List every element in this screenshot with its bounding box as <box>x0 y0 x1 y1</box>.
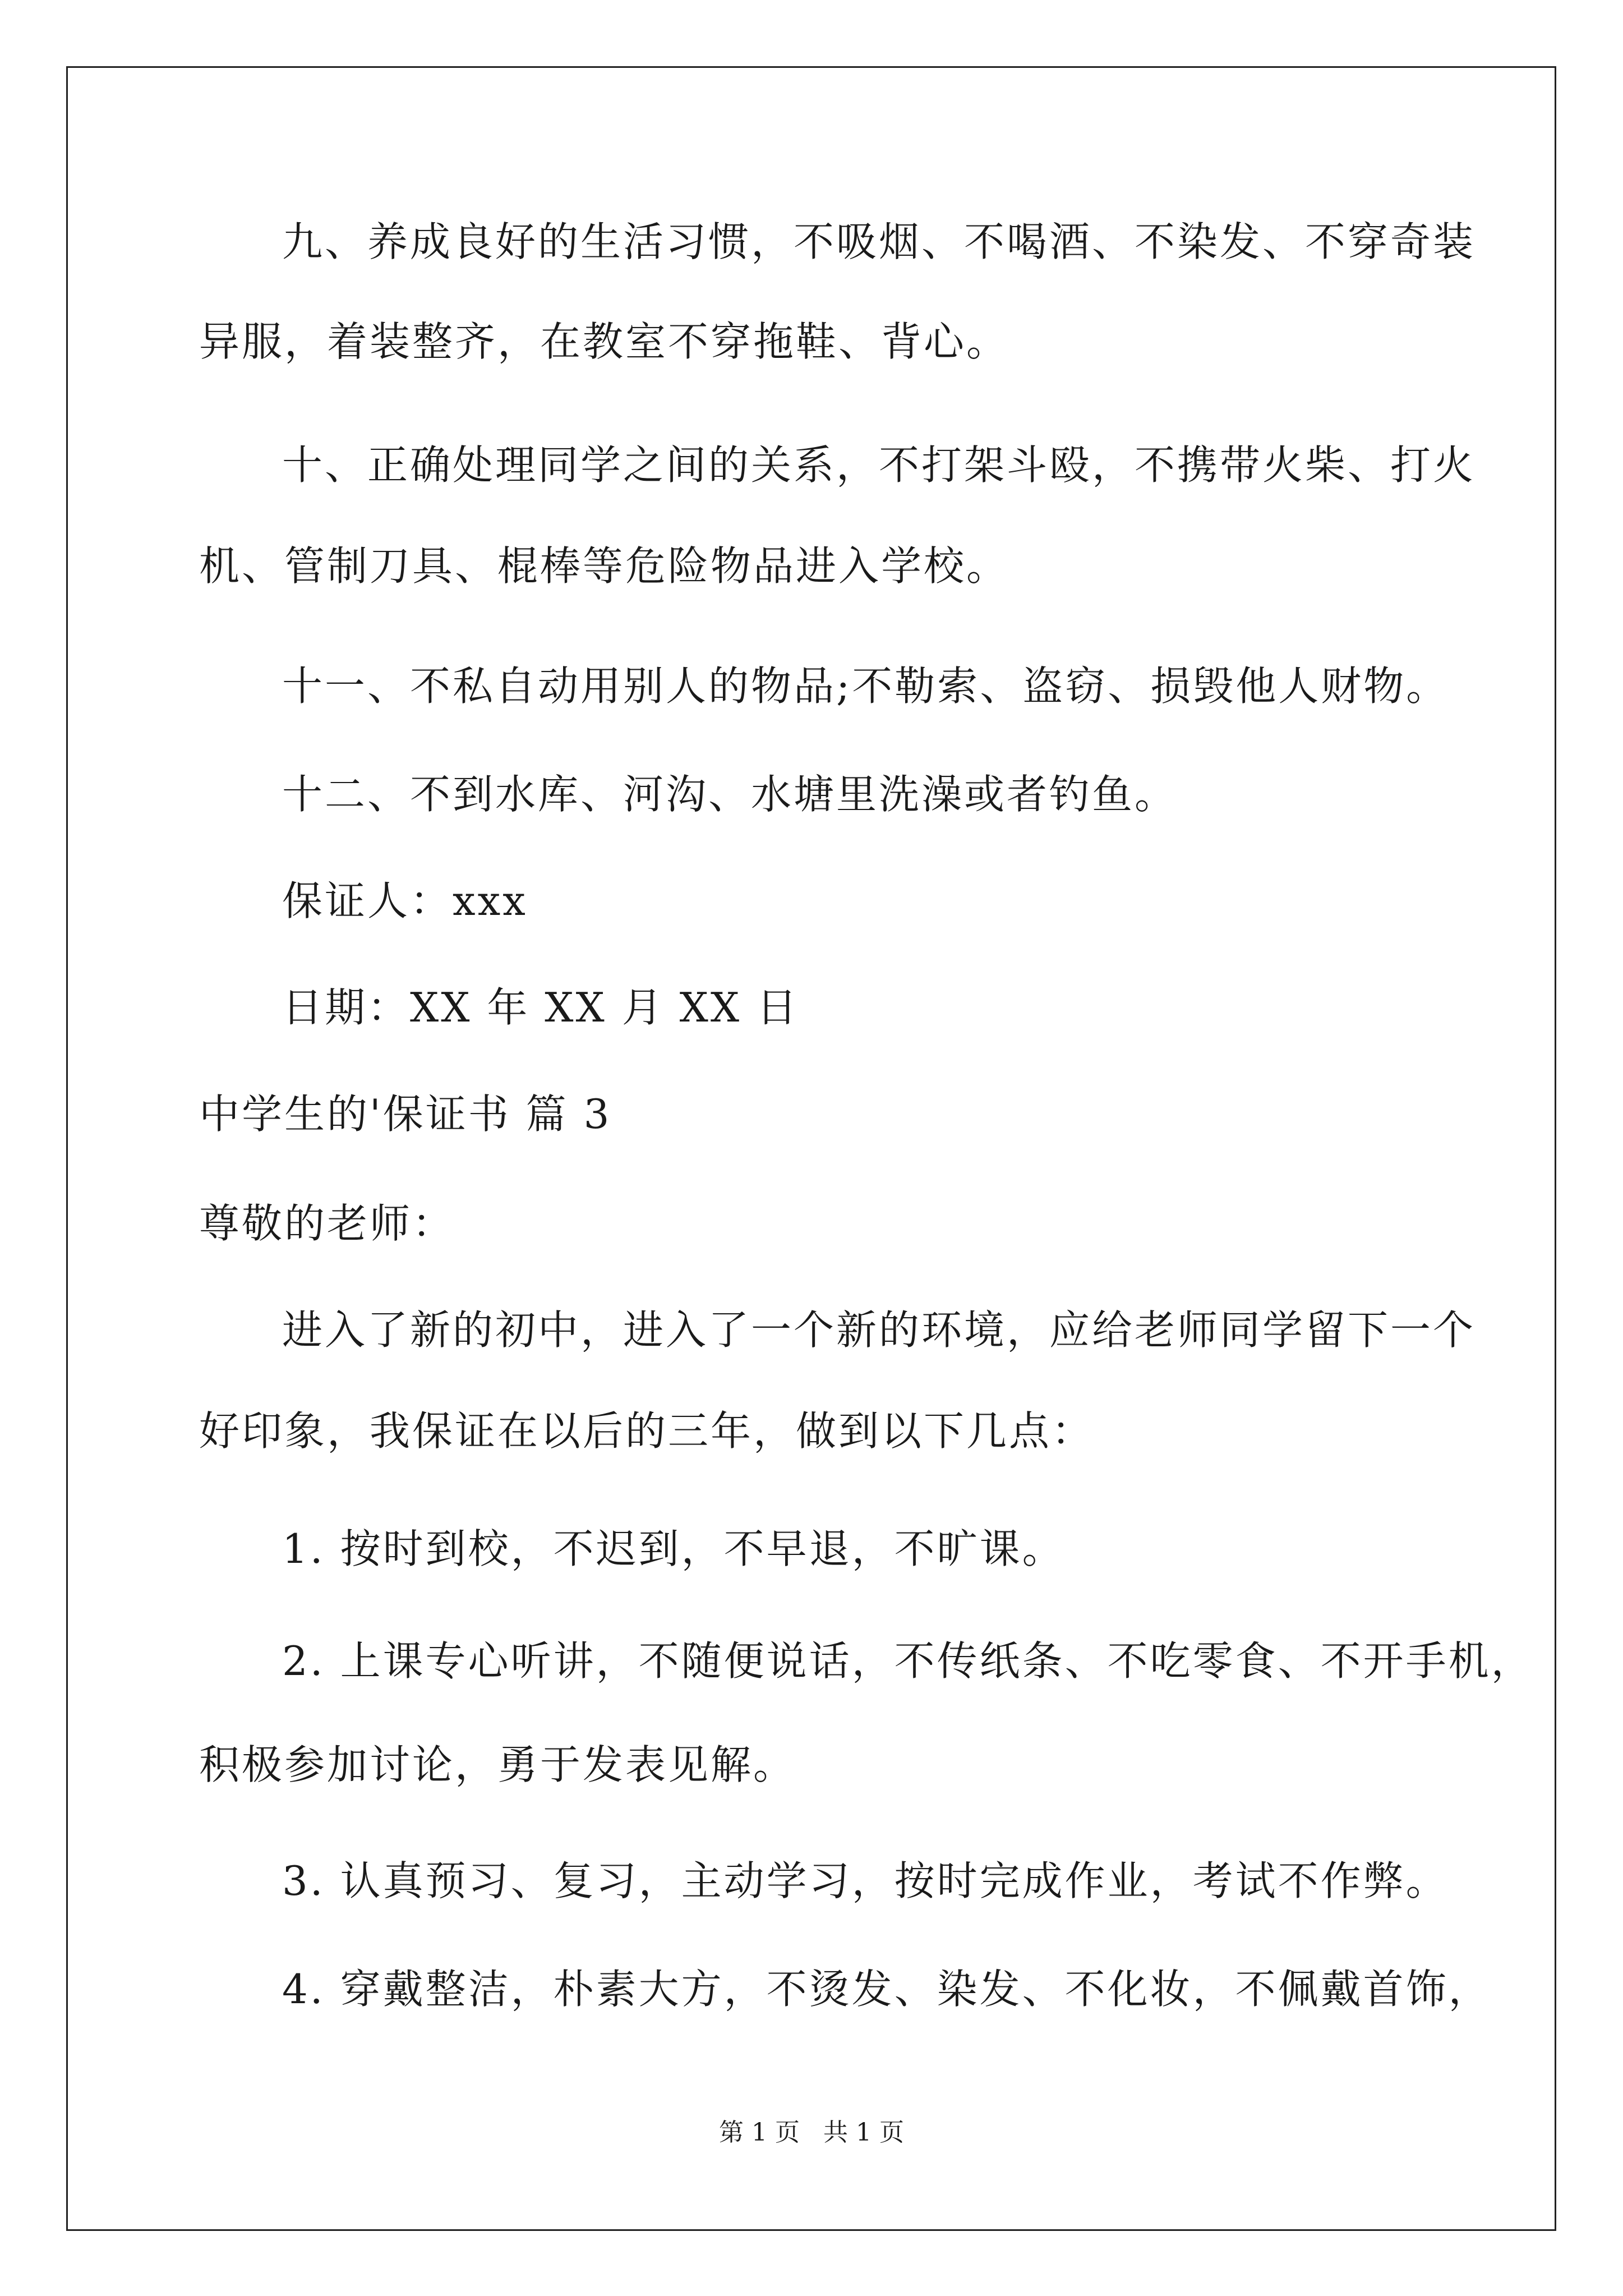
page-footer: 第 1 页 共 1 页 <box>719 2118 904 2147</box>
section-heading: 中学生的'保证书 篇 3 <box>199 1091 612 1138</box>
paragraph-line: 十、正确处理同学之间的关系，不打架斗殴，不携带火柴、打火 <box>282 441 1476 489</box>
paragraph-line: 九、养成良好的生活习惯，不吸烟、不喝酒、不染发、不穿奇装 <box>282 218 1476 265</box>
paragraph-line: 好印象，我保证在以后的三年，做到以下几点： <box>199 1407 1095 1455</box>
list-item-continuation: 积极参加讨论，勇于发表见解。 <box>199 1741 796 1788</box>
date-line: 日期：XX 年 XX 月 XX 日 <box>282 984 799 1031</box>
paragraph-line: 十二、不到水库、河沟、水塘里洗澡或者钓鱼。 <box>282 771 1178 818</box>
page-border <box>66 66 1556 2231</box>
list-item: 2. 上课专心听讲，不随便说话，不传纸条、不吃零食、不开手机， <box>282 1637 1534 1685</box>
list-item: 3. 认真预习、复习，主动学习，按时完成作业，考试不作弊。 <box>282 1857 1449 1904</box>
salutation: 尊敬的老师： <box>199 1200 455 1247</box>
list-item: 4. 穿戴整洁，朴素大方，不烫发、染发、不化妆，不佩戴首饰， <box>282 1966 1491 2013</box>
list-item: 1. 按时到校，不迟到，不早退，不旷课。 <box>282 1525 1065 1572</box>
paragraph-line: 进入了新的初中，进入了一个新的环境，应给老师同学留下一个 <box>282 1306 1476 1354</box>
signer-line: 保证人：xxx <box>282 877 528 924</box>
paragraph-line: 机、管制刀具、棍棒等危险物品进入学校。 <box>199 542 1009 590</box>
paragraph-line: 十一、不私自动用别人的物品;不勒索、盗窃、损毁他人财物。 <box>282 662 1449 710</box>
paragraph-line: 异服，着装整齐，在教室不穿拖鞋、背心。 <box>199 318 1009 365</box>
